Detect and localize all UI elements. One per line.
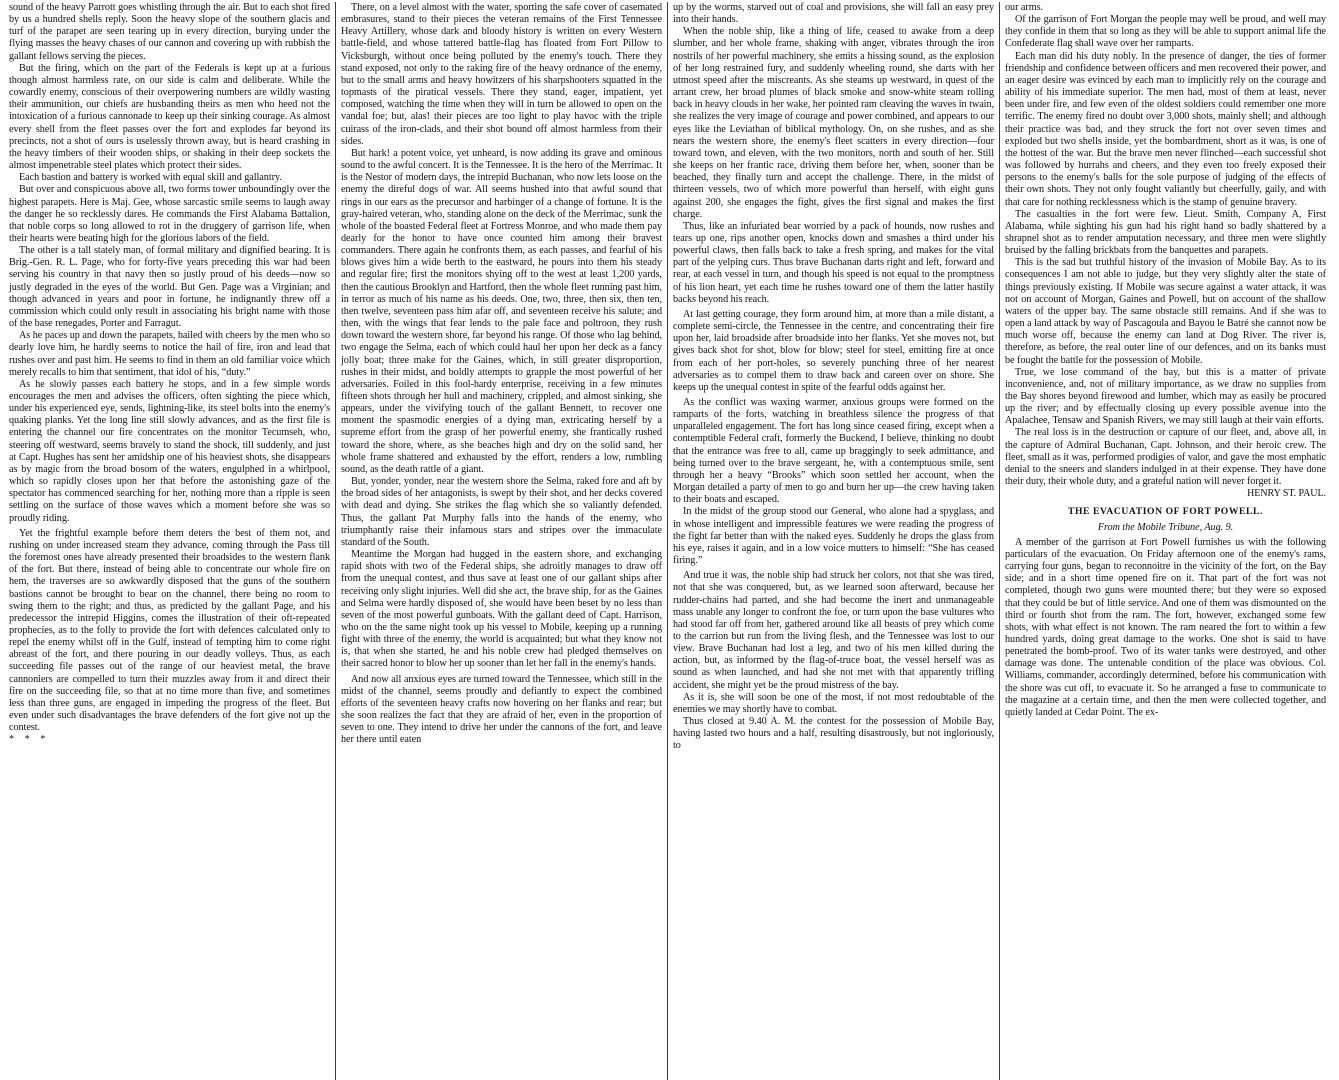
column-3-paragraph: As the conflict was waxing warmer, anxious groups were formed on the ramparts of the forts, watching in breathless silence the progress of that unparalleled engagement. The fort has long since ceased firing, except when a contemptible Federal craft, formerly the Buckend, I believe, thinking no doubt that the entrance was free to all, came up braggingly to seek admittance, and being turned over to the brave sergeant, he, with a contemptuous smile, sent through her a heavy “Brooks” which soon settled her account, when the Morgan detailed a party of men to go and burn her up—the crew having taken to their boats and escaped.: [673, 397, 994, 506]
column-1-paragraph: As he paces up and down the parapets, hailed with cheers by the men who so dearly love him, he hardly seems to notice the hail of fire, iron and lead that rushes over and past him. He seems to find in them an old familiar voice which merely recalls to him that sentiment, that idol of his, “duty.”: [9, 330, 330, 378]
section-break-stars: * * *: [9, 734, 50, 746]
author-signature: HENRY ST. PAUL.: [1247, 488, 1326, 500]
column-3-paragraph: In the midst of the group stood our General, who alone had a spyglass, and in whose intelligent and impressible features we were reading the progress of the fight far better than with the naked eyes. Suddenly he drops the glass from his eye, raises it again, and in a low voice mutters to himself: “She has ceased firing.”: [673, 506, 994, 567]
column-3-paragraph: At last getting courage, they form around him, at more than a mile distant, a complete semi-circle, the Tennessee in the centre, and concentrating their fire upon her, laid broadside after broadside into her flanks. Yet she moves not, but gives back shot for shot, blow for blow; steel for steel, emitting fire at once from each of her port-holes, so severely punching three of her nearest adversaries as to compel them to draw back and careen over on shore. She keeps up the unequal contest in spite of the fearful odds against her.: [673, 308, 994, 393]
column-1-paragraph: sound of the heavy Parrott goes whistling through the air. But to each shot fired by us a hundred shells reply. Soon the heavy slope of the southern glacis and turf of the parapet are seen tearing up in every direction, burying under the flying masses the heavy chases of our cannon and covering up with rubbish the gallant fellows serving the pieces.: [9, 2, 330, 62]
section-source-line: From the Mobile Tribune, Aug. 9.: [1097, 521, 1234, 533]
column-3-paragraph: up by the worms, starved out of coal and provisions, she will fall an easy prey into their hands.: [673, 2, 994, 26]
column-4-paragraph: The real loss is in the destruction or capture of our fleet, and, above all, in the capture of Admiral Buchanan, Capt. Johnson, and their heroic crew. The fleet, small as it was, performed prodigies of valor, and gave the most emphatic denial to the sneers and slanders indulged in at their expense. They have done their duty, their whole duty, and a grateful nation will never forget it.: [1005, 427, 1326, 488]
column-1-paragraph: Each bastion and battery is worked with equal skill and gallantry.: [19, 172, 282, 184]
column-3-paragraph: Thus, like an infuriated bear worried by a pack of hounds, now rushes and tears up one, rips another open, knocks down and smashes a third under his powerful claws, then falls back to take a fresh spring, and makes for the vital part of the yelping curs. Thus brave Buchanan darts right and left, forward and rear, at each vessel in turn, and though his speed is not equal to the promptness of his lion heart, yet each time he rushes toward one of them the latter hastily backs beyond his reach.: [673, 220, 994, 305]
column-3-paragraph: When the noble ship, like a thing of life, ceased to awake from a deep slumber, and her whole frame, shaking with anger, vibrates through the iron nostrils of her powerful machinery, she emits a hissing sound, as the explosion of her long restrained fury, and suddenly wheeling round, she darts with her utmost speed after the miscreants. As she steams up westward, in quest of the arrant crew, her broad plumes of black smoke and snow-white steam rolling back in heavy clouds in her wake, her pointed ram cleaving the waves in twain, she realizes the very image of courage and power combined, and appears to our eyes like the Leviathan of biblical mythology. On, on she rushes, and as she nears the western shore, the enemy's fleet scatters in every direction—four toward town, and eleven, with the two monitors, north and south of her. Still she keeps on her frantic race, driving them before her, when, sooner than be beached, they finally turn and accept the challenge. There, in the midst of thirteen vessels, two of which more powerful than herself, with eight guns against 200, she engages the fight, gives the first signal and makes the first charge.: [673, 26, 994, 220]
column-1-paragraph: Yet the frightful example before them deters the best of them not, and rushing on under increased steam they advance, coming through the Pass till the foremost ones have already presented their broadsides to the western flank of the fort. But there, instead of being able to concentrate our whole fire on hem, the traverses are so awkwardly disposed that the guns of the southern bastions cannot be brought to bear on the channel, there being no room to swing them to the right; and thus, as predicted by the gallant Page, and his predecessor the intrepid Higgins, comes the illustration of their oft-repeated prophecies, as to the folly to provide the fort with defences calculated only to repel the enemy whilst off in the Gulf, instead of tempting him to come right abreast of the fort, and there pouring in our deadly volleys. Thus, as each succeeding file passes out of the range of our heaviest metal, the brave cannoniers are compelled to turn their muzzles away from it and direct their fire on the succeeding file, so that at no time more than five, and sometimes less than three guns, are engaged in impeding the progress of the fleet. But even under such disadvantages the brave defenders of the fort give not up the contest.: [9, 527, 330, 734]
column-3-paragraph: Thus closed at 9.40 A. M. the contest for the possession of Mobile Bay, having lasted two hours and a half, resulting disastrously, but not ingloriously, to: [673, 716, 994, 752]
column-2-paragraph: Meantime the Morgan had hugged in the eastern shore, and exchanging rapid shots with two of the Federal ships, she adroitly manages to draw off from the unequal contest, and thus save at least one of our gallant ships after receiving only slight injuries. Well did she act, the brave ship, for as the Gaines and Selma were hardly disposed of, she would have been beset by no less than seven of the most powerful gunboats. With the gallant deed of Capt. Harrison, who on the the same night took up his vessel to Mobile, keeping up a running fight with three of the enemy, the world is acquainted; but what they know not is, that when she started, he and his noble crew had pledged themselves on their sacred honor to blow her up sooner than let her fall in the enemy's hands.: [341, 549, 662, 670]
column-4-paragraph: True, we lose command of the bay, but this is a matter of private inconvenience, and, not of military importance, as we draw no supplies from the Bay shores beyond firewood and lumber, which may as easily be procured up the river; and by effectually closing up every possible avenue into the Apalachee, Tensaw and Spanish Rivers, we may still laugh at their vain efforts.: [1005, 366, 1326, 427]
column-1-paragraph: As he slowly passes each battery he stops, and in a few simple words encourages the men and advises the officers, often sighting the piece which, under his experienced eye, sends, lightning-like, its steel bolts into the enemy's quaking planks. Yet the long line still slowly advances, and as the first file is entering the channel our fire concentrates on the monitor Tecumseh, who, steering off westward, seems bravely to stand the shock, till suddenly, and just at Capt. Hughes has sent her amidship one of his heaviest shots, she disappears as by magic from the broad bosom of the waters, engulphed in a whirlpool, which so rapidly closes upon her that before the astonishing gaze of the spectator has commenced searching for her, nothing more than a ripple is seen settling on the surface of those waves which a moment before she was so proudly riding.: [9, 378, 330, 524]
column-4: [1000, 2, 1331, 1080]
column-3-paragraph: And true it was, the noble ship had struck her colors, not that she was tired, not that she was conquered, but, as we learned soon afterward, because her rudder-chains had parted, and she had become the inert and unmanageable mass unable any longer to confront the foe, or turn upon the base vultures who had stood far off from her, gathered around like all beasts of prey which come to the carrion but run from the living flesh, and the Tennessee was lost to our view. Brave Buchanan had lost a leg, and two of his men killed during the action, but, as informed by the flag-of-truce boat, the vessel herself was as sound as when launched, and had she not met with that apparently trifling accident, she might yet be the proud mistress of the bay.: [673, 570, 994, 691]
column-1-paragraph: The other is a tall stately man, of formal military and dignified bearing. It is Brig.-Gen. R. L. Page, who for forty-five years preceding this war had been serving his country in that navy then so justly proud of his deeds—now so justly degraded in the eyes of the world. But Gen. Page was a Virginian; and though advanced in years and poor in fortune, he indignantly threw off a commission which could only result in associating his bright name with those of the base renegades, Porter and Farragut.: [9, 245, 330, 330]
column-1-paragraph: But over and conspicuous above all, two forms tower unboundingly over the highest parapets. Here is Maj. Gee, whose sarcastic smile seems to laugh away the danger he so recklessly dares. He commands the First Alabama Battalion, that noble corps so long allowed to rot in the druggery of garrison life, when their hearts were beating high for the glorious labors of the field.: [9, 184, 330, 244]
column-3-paragraph: As it is, she will soon be one of the most, if not most redoubtable of the enemies we may shortly have to combat.: [673, 691, 994, 715]
column-4-paragraph: Of the garrison of Fort Morgan the people may well be proud, and well may they confide in them that so long as they will be able to support animal life the Confederate flag shall wave over her ramparts.: [1005, 14, 1326, 50]
column-2-paragraph: There, on a level almost with the water, sporting the safe cover of casemated embrasures, stand to their pieces the veteran remains of the First Tennessee Heavy Artillery, whose dark and bloody history is written on every Western battle-field, and whose tattered battle-flag has floated from Fort Pillow to Vicksburgh, without once being polluted by the enemy's touch. There they stand exposed, not only to the raking fire of the heavy ordnance of the enemy, but to the small arms and heavy howitzers of his sharpshooters squatted in the topmasts of the piratical vessels. There they stand, eager, impatient, yet composed, watching the time when they will in turn be allowed to open on the vandal foe; but, alas! their pieces are too light to play havoc with the triple cuirass of the iron-clads, and their shot bound off almost harmless from their sides.: [341, 2, 662, 147]
column-4-paragraph: The casualties in the fort were few. Lieut. Smith, Company A, First Alabama, while sighting his gun had his right hand so badly shattered by a shrapnel shot as to render amputation necessary, and three men were slightly bruised by the falling brickbats from the banquettes and parapets.: [1005, 208, 1326, 257]
column-3: [668, 2, 999, 1080]
column-2: [336, 2, 667, 1080]
column-4-paragraph: A member of the garrison at Fort Powell furnishes us with the following particulars of the evacuation. On Friday afternoon one of the enemy's rams, carrying four guns, began to reconnoitre in the vicinity of the fort, on the Bay side; and in a short time opened fire on it. That part of the fort was not completed, though two guns were mounted there; but they were so exposed that they could be but of little service. And one of them was dismounted on the third or fourth shot from the ram. The fort, however, exchanged some few shots, with what effect is not known. The ram neared the fort to within a few hundred yards, doing great damage to the works. One shot is said to have penetrated the bomb-proof. Two of its water tanks were destroyed, and other damage was done. The untenable condition of the place was obvious. Col. Williams, commander, accordingly determined, before his communication with the shore was cut off, to evacuate it. So he arranged a fuse to communicate to the magazine at a certain time, and then the men were collected together, and quietly landed at Cedar Point. The ex-: [1005, 536, 1326, 718]
column-2-paragraph: But, yonder, yonder, near the western shore the Selma, raked fore and aft by the broad sides of her antagonists, is swept by their shot, and her decks covered with dead and dying. She strikes the flag which she so valiantly defended. Thus, the gallant Pat Murphy falls into the hands of the enemy, who triumphantly raise their infamous stars and stripes over the immaculate standard of the South.: [341, 476, 662, 548]
column-4-paragraph: This is the sad but truthful history of the invasion of Mobile Bay. As to its consequences I am not able to judge, but they very slightly alter the state of things previously existing. If Mobile was secure against a water attack, it was not on account of Morgan, Gaines and Powell, but on account of the shallow waters of the upper bay. The same obstacle still remains. And if she was to open a land attack by way of Pascagoula and Bayou le Batré she cannot now be much worse off, because the enemy can land at Dog River. The river is, therefore, as before, the real outer line of our defences, and on its banks must be fought the battle for the possession of Mobile.: [1005, 257, 1326, 366]
column-1: [4, 2, 335, 1080]
column-1-paragraph: But the firing, which on the part of the Federals is kept up at a furious though almost harmless rate, on our side is calm and deliberate. While the cowardly enemy, conscious of their overpowering numbers are wildly wasting their ammunition, our chiefs are husbanding theirs as men who heed not the intoxication of a furious cannonade to keep up their sinking courage. As almost every shell from the fleet passes over the fort and explodes far beyond its precincts, not a shot of ours is uselessly thrown away, but is heard crashing in the heavy timbers of their wooden ships, or shaking in their deep sockets the almost impenetrable steel plates which protect their sides.: [9, 62, 330, 172]
column-2-paragraph: But hark! a potent voice, yet unheard, is now adding its grave and ominous sound to the awful concert. It is the Tennessee. It is the hero of the Merrimac. It is the Nestor of modern days, the intrepid Buchanan, who now lets loose on the enemy the direful dogs of war. All seems hushed into that awful sound that rings in our ears as the precursor and harbinger of a change of fortune. It is the gray-haired veteran, who, standing alone on the deck of the Merrimac, sunk the whole of the boasted Federal fleet at Fortress Monroe, and who made them pay dearly for the honor to have once counted him among their bravest commanders. There again he confronts them, as each passes, and fearful of his blows gives him a wide berth to the eastward, he pours into them his steady and regular fire; first the monitors shying off to the west at least 1,200 yards, then the cautious Brooklyn and Hartford, then the whole fleet running past him, in terror as much of his name as his deeds. One, two, three, then six, then ten, then twelve, seventeen pass him afar off, and seventeen receive his salute; and then, with the wings that fear lends to the pale face and poltroon, they rush down toward the western shore, far beyond his range. Of those who lag behind, two engage the Selma, each of which could haul her upon her deck as a fancy jolly boat; three make for the Gaines, which, in still greater disproportion, rushes in their midst, and boldly attempts to grapple the most powerful of her adversaries. Foiled in this fool-hardy enterprise, receiving in a few minutes fifteen shots through her hull and machinery, crippled, and almost sinking, she appears, under the vivifying touch of the gallant Bennett, to recover one moment the spasmodic energies of a dying man, extricating herself by a supreme effort from the grasp of her powerful enemy, she frantically rushed toward the shore, where, as she beaches high and dry on the solid sand, her whole frame shattered and exhausted by the effort, renders a low, rumbling sound, as the death rattle of a giant.: [341, 147, 662, 475]
column-2-paragraph: And now all anxious eyes are turned toward the Tennessee, which still in the midst of the channel, seems proudly and defiantly to expect the combined efforts of the seventeen heavy crafts now hovering on her flanks and rear; but she soon realizes the fact that they are afraid of her, even in the proportion of seven to one. They intend to drive her under the cannons of the fort, and leave her there until eaten: [341, 673, 662, 746]
column-4-paragraph: our arms.: [1005, 2, 1044, 13]
column-4-paragraph: Each man did his duty nobly. In the presence of danger, the ties of former friendship and confidence between officers and men recovered their power, and an eager desire was evinced by each man to implicitly rely on the courage and ability of his immediate superior. The men had, most of them at least, never been under fire, and few even of the oldest soldiers could remember one more terrific. The enemy fired no doubt over 3,000 shots, mainly shell; and although their practice was bad, and they struck the fort not over seven times and exploded but two shells inside, yet the bombardment, short as it was, is one of the hottest of the war. But the brave men never flinched—each successful shot was followed by hurrahs and cheers, and they even too freely exposed their persons to the enemy's balls for the sole purpose of judging of the effects of their own shots. They not only fought valiantly but cheerfully, gaily, and with that care for nothing recklessness which is the stamp of genuine bravery.: [1005, 50, 1326, 208]
section-heading: THE EVACUATION OF FORT POWELL.: [1067, 506, 1264, 518]
